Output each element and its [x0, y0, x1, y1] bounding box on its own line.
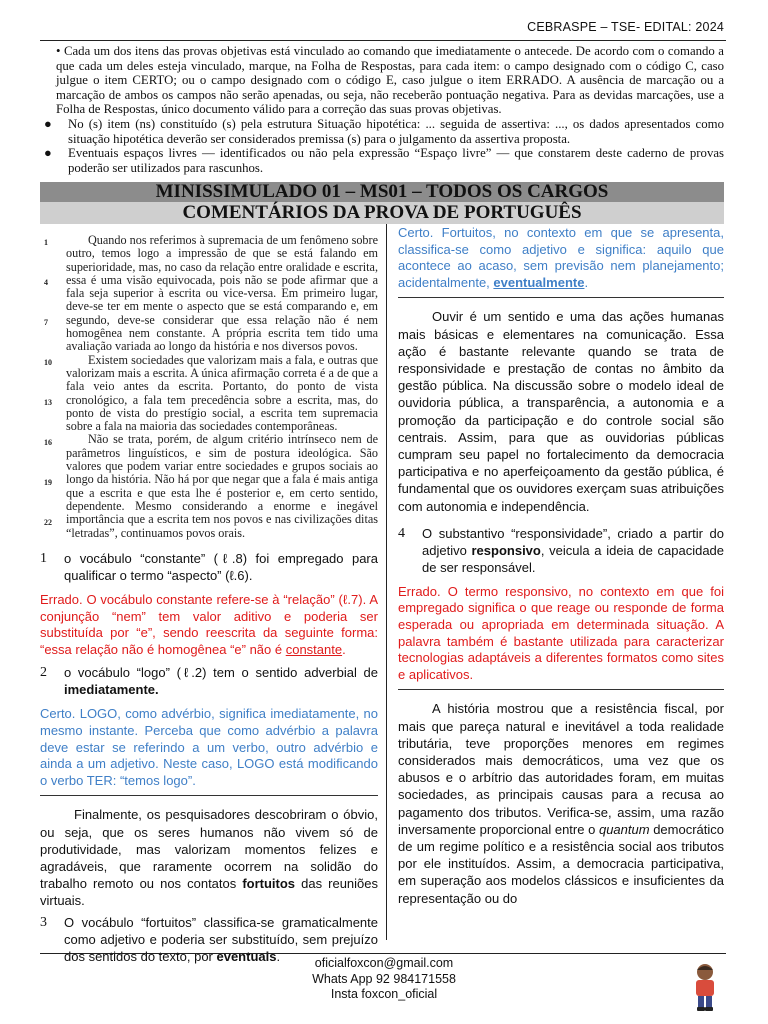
question-number: 3: [40, 914, 47, 930]
header-divider: [40, 40, 726, 41]
question-text: [422, 525, 724, 576]
passage-paragraph: Existem sociedades que valorizam mais a fala, e outras que valorizam mais a escrita. A única afirmação correta é a de que a fala veio antes da escrita. Portanto, do ponto de vista cronológico, a fala tem precedência sobre a escrita, mas, do ponto de vista do prestígio social, a escrita tem supremacia sobre a fala na maioria das sociedades contemporâneas.: [66, 352, 378, 434]
line-number: 10: [44, 358, 52, 367]
answer-comment-3: [398, 225, 724, 291]
comment-underlined: eventualmente: [493, 274, 585, 290]
excerpt-4: [398, 700, 724, 906]
comment-text: Certo. Fortuitos, no contexto em que se apresenta, classifica-se como adjetivo e significa: aquilo que acontece ao acaso, sem previsão nem planejamento; acidentalmente,: [398, 225, 724, 290]
question-keyword: eventuais: [216, 948, 277, 964]
instruction-2-text: No (s) item (ns) constituído (s) pela estrutura Situação hipotética: ... seguida de assertiva: ..., os dados apresentados como situação hipotética deverão ser considerados premissa (s) para o julgamento da assertiva proposta.: [68, 116, 724, 146]
section-divider: [398, 689, 724, 690]
question-keyword: responsivo: [471, 542, 541, 558]
section-divider: [398, 297, 724, 298]
line-number: 16: [44, 438, 52, 447]
footer-whatsapp: Whats App 92 984171558: [312, 971, 456, 986]
page-footer: [0, 956, 768, 1003]
excerpt-2: [40, 806, 378, 909]
mascot-avatar-icon: [688, 962, 722, 1012]
comment-text: .: [584, 274, 589, 290]
reading-passage: [40, 234, 378, 544]
question-2: [40, 664, 378, 698]
excerpt-text: Finalmente, os pesquisadores descobriram o óbvio, ou seja, que os seres humanos não vivem só de produtividade, mas valorizam momentos felizes e agradáveis, que raramente ocorrem na solidão do trabalho remoto ou nos contatos: [40, 807, 378, 892]
excerpt-text: Ouvir é um sentido e uma das ações humanas mais básicas e elementares na comunicação. Essa ação é bastante relevante quando se trata de responsividade e prestação de contas no âmbito da gestão pública. Na discussão sobre o modelo ideal de ouvidoria pública, a transparência, a autonomia e a promoção da participação e do controle social são centrais. Assim, para que as ouvidorias públicas cumpram seu papel no fortalecimento da democracia participativa e no aperfeiçoamento da gestão pública, é fundamental que os ouvidores exerçam suas atribuições com autonomia e independência.: [398, 309, 724, 514]
page-header: CEBRASPE – TSE- EDITAL: 2024: [527, 20, 724, 34]
comment-text: Errado. O vocábulo constante refere-se à “relação” (ℓ.7). A conjunção “nem” tem valor aditivo e poderia ser substituída por “e”, sendo reescrita da seguinte forma: “essa relação não é homogênea “e” não é: [40, 592, 378, 657]
question-4: [398, 525, 724, 576]
instruction-3-text: Eventuais espaços livres — identificados ou não pela expressão “Espaço livre” — que constarem deste caderno de provas poderão ser utilizados para rascunhos.: [68, 146, 724, 175]
passage-paragraph: Quando nos referimos à supremacia de um fenômeno sobre outro, temos logo a impressão de que se está falando em superioridade, mas, no caso da relação entre oralidade e escrita, essa é uma visão equivocada, pois não se pode afirmar que a fala seja superior à escrita ou vice-versa. Em primeiro lugar, deve-se ter em mente o aspecto que se está comparando e, em segundo, deve-se considerar que essa relação não é nem homogênea nem constante. A própria escrita tem tido uma avaliação variada ao longo da história e nos diversos povos.: [66, 233, 378, 354]
footer-instagram: Insta foxcon_oficial: [330, 987, 438, 1001]
line-number: 7: [44, 318, 48, 327]
answer-comment-1: [40, 592, 378, 658]
line-number: 13: [44, 398, 52, 407]
question-1: [40, 550, 378, 584]
question-text-part: .: [276, 948, 281, 964]
footer-email: oficialfoxcon@gmail.com: [314, 956, 454, 970]
column-divider: [386, 224, 387, 940]
question-text-part: o vocábulo “logo” (ℓ.2) tem o sentido adverbial de: [64, 665, 378, 681]
footer-divider: [40, 953, 726, 954]
bullet-icon: ●: [44, 116, 52, 131]
excerpt-keyword: fortuitos: [242, 876, 296, 892]
excerpt-text: das reuniões virtuais.: [40, 876, 378, 909]
excerpt-3: [398, 308, 724, 514]
question-text: o vocábulo “constante” (ℓ.8) foi empregado para qualificar o termo “aspecto” (ℓ.6).: [64, 551, 378, 583]
instructions: [40, 44, 724, 175]
title-banner: [40, 182, 724, 224]
left-column: [40, 228, 378, 965]
bullet-icon: ●: [44, 146, 52, 161]
passage-text: [66, 234, 378, 544]
question-text-part: O substantivo “responsividade”, criado a partir do adjetivo: [422, 525, 724, 558]
question-text-part: , veicula a ideia de capacidade de ser responsável.: [422, 542, 725, 575]
question-number: 1: [40, 551, 47, 566]
instruction-1: • Cada um dos itens das provas objetivas está vinculado ao comando que imediatamente o antecede. De acordo com o comando a que cada um deles esteja vinculado, marque, na Folha de Respostas, para cada item: o campo designado com o código C, caso julgue o item CERTO; ou o campo designado com o código E, caso julgue o item ERRADO. A ausência de marcação ou a marcação de ambos os campos não serão apenadas, ou seja, não receberão pontuação negativa. Para as devidas marcações, use a Folha de Respostas, único documento válido para a correção das suas provas objetivas.: [56, 44, 724, 117]
line-number: 19: [44, 478, 52, 487]
exam-subtitle: COMENTÁRIOS DA PROVA DE PORTUGUÊS: [40, 202, 724, 224]
right-column: [398, 225, 724, 907]
question-number: 4: [398, 525, 405, 541]
instruction-2: [40, 117, 724, 146]
comment-underlined: constante: [285, 641, 343, 657]
excerpt-text: A história mostrou que a resistência fiscal, por mais que pareça natural e inevitável a toda realidade tributária, teve proporções menores em regimes considerados mais democráticos, uma vez que os abusos e o arbítrio das autoridades foram, em muitas sociedades, as principais causas para a recusa ao pagamento dos tributos. Verifica-se, assim, uma razão inversamente proporcional entre o: [398, 701, 724, 837]
excerpt-text: democrático de um regime político e a resistência social aos tributos por ele instituídos. Assim, a democracia participativa, em superação aos modelos clássicos e insuficientes da representação ou do: [398, 821, 725, 906]
section-divider: [40, 795, 378, 796]
question-number: 2: [40, 665, 47, 681]
answer-comment-2: Certo. LOGO, como advérbio, significa imediatamente, no mesmo instante. Perceba que como advérbio a palavra deve estar se referindo a um verbo, outro advérbio e ainda a um adjetivo. Neste caso, LOGO está modificando o verbo TER: “temos logo”.: [40, 706, 378, 788]
question-text-part: O vocábulo “fortuitos” classifica-se gramaticalmente como adjetivo e poderia ser substituído, sem prejuízo dos sentidos do texto, por: [64, 914, 378, 964]
line-numbers: [40, 234, 66, 544]
line-number: 22: [44, 518, 52, 527]
question-keyword: imediatamente.: [64, 682, 159, 698]
line-number: 1: [44, 238, 48, 247]
line-number: 4: [44, 278, 48, 287]
passage-paragraph: Não se trata, porém, de algum critério intrínseco nem de parâmetros linguísticos, e sim de postura ideológica. São valores que podem variar entre sociedades e grupos sociais ao longo da história. Não há por que negar que a fala é mais antiga que a escrita e que esta lhe é posterior e, em certo sentido, dependente. Mesmo considerando a enorme e inegável importância que a escrita tem nos povos e nas civilizações ditas “letradas”, continuamos povos orais.: [66, 432, 378, 540]
exam-title: MINISSIMULADO 01 – MS01 – TODOS OS CARGOS: [40, 182, 724, 202]
instruction-3: [40, 146, 724, 175]
answer-comment-4: Errado. O termo responsivo, no contexto em que foi empregado significa o que reage ou responde de forma esperada ou apropriada em determinada situação. A palavra também é bastante utilizada para caracterizar tecnologias adaptáveis a diferentes formatos como sites e aplicativos.: [398, 583, 724, 682]
comment-text: .: [342, 641, 346, 657]
excerpt-italic: quantum: [598, 821, 650, 837]
question-text: [64, 664, 378, 698]
